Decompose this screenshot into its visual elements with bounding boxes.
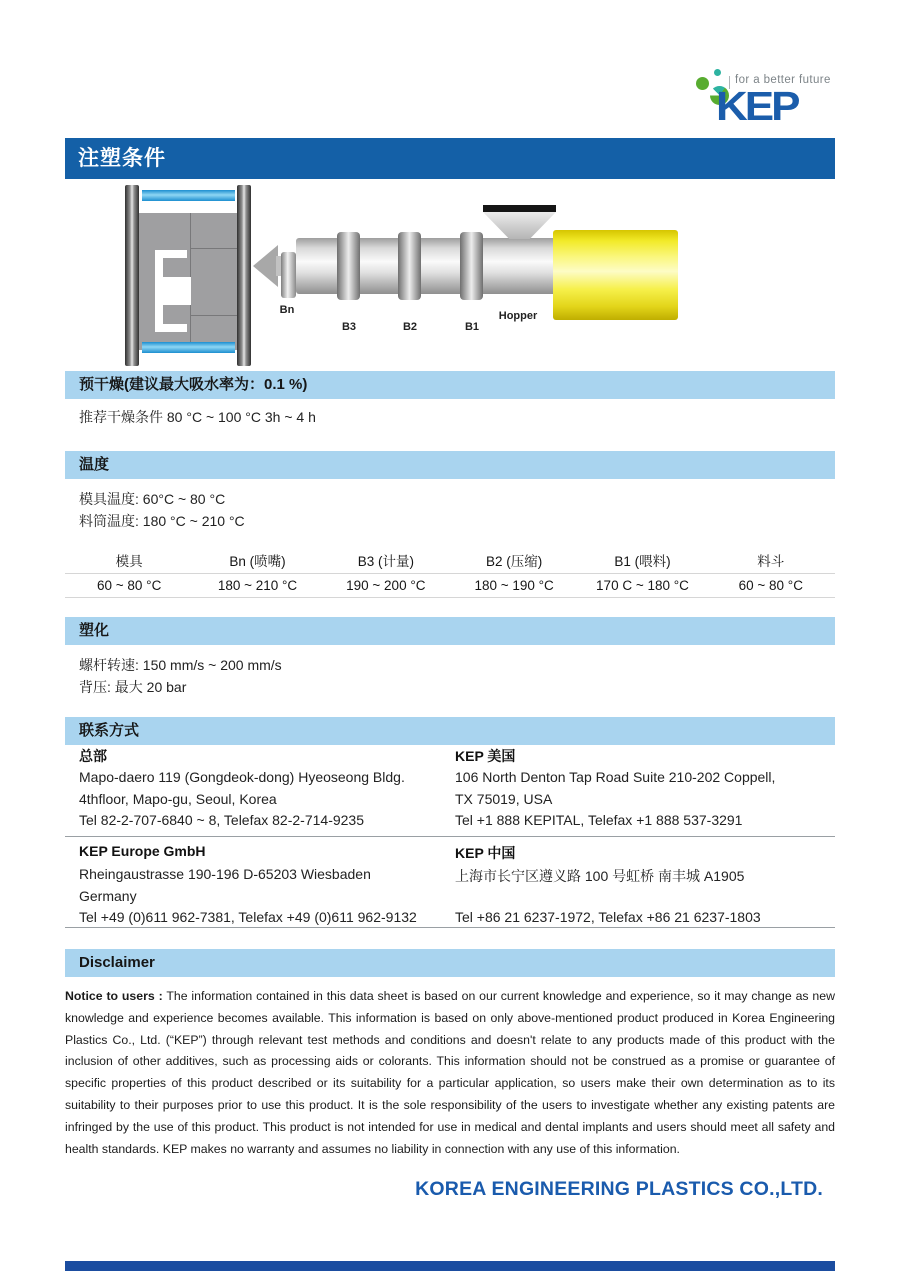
disclaimer-paragraph (65, 986, 835, 1160)
footer-company-name: KOREA ENGINEERING PLASTICS CO.,LTD. (415, 1178, 823, 1200)
table-value-cell: 60 ~ 80 °C (97, 578, 162, 593)
mold-tiebar-left (125, 185, 139, 366)
heater-band-b2 (398, 232, 421, 300)
heater-band-b3 (337, 232, 360, 300)
section-bar-plasticizing (65, 617, 835, 645)
section-bar-temperature (65, 451, 835, 479)
contact-line: Tel +1 888 KEPITAL, Telefax +1 888 537-3291 (455, 812, 743, 829)
label-b2: B2 (402, 321, 418, 333)
mold-cavity-shape (163, 250, 187, 258)
disclaimer-lead: Notice to users : (65, 989, 163, 1003)
section-bar-contact (65, 717, 835, 745)
contact-divider (65, 927, 835, 928)
temperature-table-header-row (65, 551, 835, 574)
contact-line: Germany (79, 887, 137, 904)
predry-condition-line: 推荐干燥条件 80 °C ~ 100 °C 3h ~ 4 h (79, 409, 316, 425)
mold-seam (190, 248, 237, 249)
section-title-temperature: 温度 (79, 456, 110, 473)
contact-divider (65, 836, 835, 837)
section-bar-predry (65, 371, 835, 399)
logo-tagline: for a better future (735, 74, 831, 86)
table-header-cell: 料斗 (757, 554, 785, 569)
kep-logo (690, 68, 845, 140)
page-title: 注塑条件 (78, 147, 166, 170)
temperature-table (65, 551, 835, 598)
logo-brand-text: KEP (716, 84, 798, 130)
drive-unit-cylinder (553, 230, 678, 320)
contact-entry-europe (79, 843, 439, 931)
table-header-cell: B1 (喂料) (614, 554, 671, 569)
contact-name: 总部 (79, 748, 107, 764)
contact-line: Rheingaustrasse 190-196 D-65203 Wiesbaden (79, 866, 371, 882)
contact-line: Mapo-daero 119 (Gongdeok-dong) Hyeoseong Bldg. (79, 769, 405, 785)
section-title-disclaimer: Disclaimer (79, 954, 155, 971)
label-bn: Bn (279, 304, 295, 316)
mold-tiebar-right (237, 185, 251, 366)
contact-entry-usa (455, 746, 830, 834)
contact-entry-china (455, 843, 830, 931)
logo-dot-medium-icon (696, 77, 709, 90)
label-b3: B3 (341, 321, 357, 333)
mold-cavity-shape (155, 250, 163, 332)
mold-coolant-strip-bottom (142, 342, 235, 353)
contact-line: Tel 82-2-707-6840 ~ 8, Telefax 82-2-714-9235 (79, 812, 364, 829)
section-title-contact: 联系方式 (79, 722, 140, 739)
contact-name: KEP 美国 (455, 748, 516, 764)
temperature-table-value-row (65, 574, 835, 598)
page-title-bar (65, 138, 835, 179)
contact-line (455, 888, 830, 910)
contact-line: Tel +49 (0)611 962-7381, Telefax +49 (0)611 962-9132 (79, 909, 417, 926)
mold-cavity-shape (163, 324, 187, 332)
table-header-cell: 模具 (115, 554, 143, 569)
contact-line: Tel +86 21 6237-1972, Telefax +86 21 6237-1803 (455, 909, 761, 926)
table-value-cell: 60 ~ 80 °C (738, 578, 803, 593)
back-pressure-line: 背压: 最大 20 bar (79, 679, 187, 695)
label-hopper: Hopper (498, 310, 538, 322)
nozzle-band-bn (281, 252, 296, 298)
nozzle-cone (253, 245, 278, 287)
contact-entry-headquarters (79, 746, 439, 834)
table-header-cell: B3 (计量) (357, 554, 414, 569)
hopper-cap (483, 205, 556, 212)
table-header-cell: B2 (压缩) (486, 554, 543, 569)
mold-cavity-shape (163, 277, 191, 305)
mold-temperature-line: 模具温度: 60°C ~ 80 °C (79, 491, 226, 507)
contact-line: 106 North Denton Tap Road Suite 210-202 Coppell, (455, 769, 776, 785)
table-value-cell: 180 ~ 190 °C (474, 578, 554, 593)
contact-line: 4thfloor, Mapo-gu, Seoul, Korea (79, 790, 277, 807)
barrel (296, 238, 557, 294)
contact-name: KEP 中国 (455, 845, 516, 861)
logo-dot-small-icon (714, 69, 721, 76)
contact-line: 上海市长宁区遵义路 100 号虹桥 南丰城 A1905 (455, 868, 745, 884)
footer-blue-bar (65, 1261, 835, 1271)
injection-machine-diagram (65, 180, 835, 368)
mold-coolant-strip-top (142, 190, 235, 201)
heater-band-b1 (460, 232, 483, 300)
section-bar-disclaimer (65, 949, 835, 977)
contact-name: KEP Europe GmbH (79, 843, 206, 859)
barrel-temperature-line: 料筒温度: 180 °C ~ 210 °C (79, 513, 245, 529)
contact-line: TX 75019, USA (455, 790, 553, 807)
section-title-plasticizing: 塑化 (79, 622, 110, 639)
hopper-funnel (483, 212, 556, 239)
screw-speed-line: 螺杆转速: 150 mm/s ~ 200 mm/s (79, 657, 282, 673)
table-header-cell: Bn (喷嘴) (229, 554, 286, 569)
label-b1: B1 (464, 321, 480, 333)
disclaimer-body: The information contained in this data sheet is based on our current knowledge and experience, so it may change as new knowledge and experience becomes available. This information is based on only above-mentioned product produced in Korea Engineering Plastics Co., Ltd. (“KEP”) through relevant test methods and conditions and doesn't relate to any products made of this product with the inclusion of other additives, such as processing aids or colorants. This information should not be construed as a promise or guarantee of specific properties of this product described or its suitability for a particular application, so users make their own determination as to its suitability to their purposes prior to use this product. It is the sole responsibility of the users to investigate whether any existing patents are infringed by the use of this product. This product is not intended for use in medical and dental implants and users should meet all safety and health standards. KEP makes no warranty and assumes no liability in connection with any use of this information. (65, 989, 835, 1156)
mold-seam (190, 315, 237, 316)
table-value-cell: 170 C ~ 180 °C (596, 578, 689, 593)
table-value-cell: 180 ~ 210 °C (217, 578, 298, 593)
table-value-cell: 190 ~ 200 °C (346, 578, 426, 593)
section-title-predry: 预干燥(建议最大吸水率为：0.1 %) (79, 376, 308, 393)
